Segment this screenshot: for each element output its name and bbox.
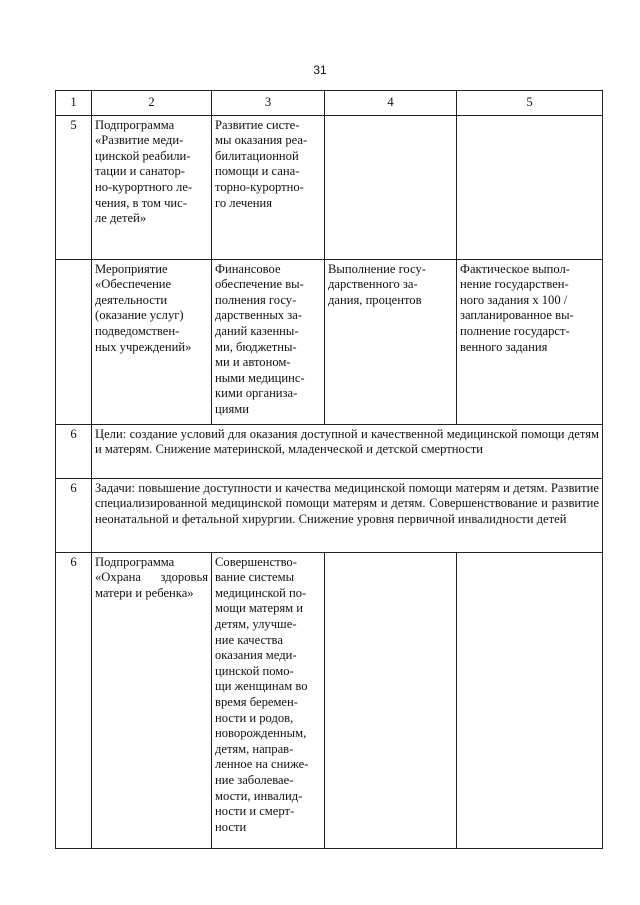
activity-name-cell: Мероприятие «Обеспечение деятельности (оказание услуг) подведомствен- ных учреждений»	[92, 259, 212, 424]
table-row	[56, 259, 603, 424]
column-header-1: 1	[56, 91, 92, 116]
page-number: 31	[313, 63, 327, 77]
row-number: 6	[56, 552, 92, 848]
document-table	[55, 90, 603, 849]
row-number	[56, 259, 92, 424]
subprogram-goal-cell: Совершенство- вание системы медицинской по- мощи матерям и детям, улучше- ние качества оказания меди- цинской помо- щи женщинам во время беремен- ности и родов, новорожденным, детям, направ- ленное на сниже- ние заболевае- мости, инвалид- ности и смерт- ности	[212, 552, 325, 848]
indicator-cell	[325, 115, 457, 259]
column-header-3: 3	[212, 91, 325, 116]
formula-cell: Фактическое выпол- нение государствен- ного задания х 100 / запланированное вы- полнение государст- венного задания	[457, 259, 603, 424]
goals-cell: Цели: создание условий для оказания доступной и качественной медицинской помощи детям и матерям. Снижение материнской, младенческой и детской смертности	[92, 424, 603, 478]
table-row	[56, 424, 603, 478]
row-number: 5	[56, 115, 92, 259]
column-header-5: 5	[457, 91, 603, 116]
indicator-cell	[325, 552, 457, 848]
formula-cell	[457, 552, 603, 848]
table-row	[56, 552, 603, 848]
tasks-cell: Задачи: повышение доступности и качества медицинской помощи матерям и детям. Развитие специализированной медицинской помощи матерям и детям. Совершенствование и развитие неонатальной и фетальной хирургии. Снижение уровня первичной инвалидности детей	[92, 478, 603, 552]
column-header-2: 2	[92, 91, 212, 116]
table-header-row	[56, 91, 603, 116]
row-number: 6	[56, 478, 92, 552]
row-number: 6	[56, 424, 92, 478]
subprogram-name-cell: Подпрограмма «Охрана здоровья матери и ребенка»	[92, 552, 212, 848]
column-header-4: 4	[325, 91, 457, 116]
table-row	[56, 115, 603, 259]
subprogram-goal-cell: Развитие систе- мы оказания реа- билитационной помощи и сана- торно-курортно- го лечения	[212, 115, 325, 259]
indicator-cell: Выполнение госу- дарственного за- дания, процентов	[325, 259, 457, 424]
activity-description-cell: Финансовое обеспечение вы- полнения госу- дарственных за- даний казенны- ми, бюджетны- ми и автоном- ными медицинс- кими организа- циями	[212, 259, 325, 424]
subprogram-name-cell: Подпрограмма «Развитие меди- цинской реабили- тации и санатор- но-курортного ле- чения, в том чис- ле детей»	[92, 115, 212, 259]
table-row	[56, 478, 603, 552]
formula-cell	[457, 115, 603, 259]
